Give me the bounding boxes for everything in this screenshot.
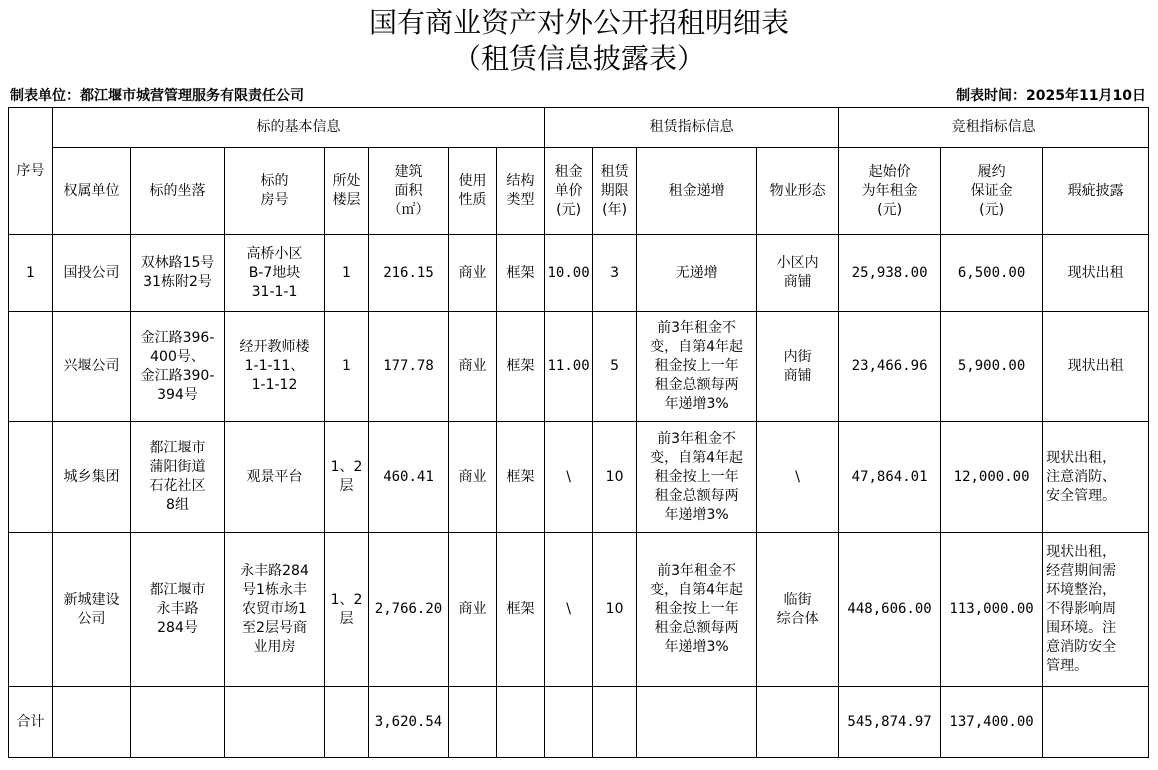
cell-owner: 兴堰公司 [53,312,131,422]
cell-empty [325,687,369,758]
total-row [9,687,1149,758]
cell-location: 双林路15号 31栋附2号 [131,235,225,312]
cell-defect: 现状出租， 注意消防、 安全管理。 [1043,422,1149,533]
cell-deposit: 5,900.00 [941,312,1043,422]
cell-area: 177.78 [369,312,449,422]
cell-deposit: 12,000.00 [941,422,1043,533]
cell-structure: 框架 [497,533,545,687]
cell-structure: 框架 [497,312,545,422]
table-row [9,422,1149,533]
page-subtitle: （租赁信息披露表） [452,42,705,75]
cell-empty [131,687,225,758]
prepared-date: 制表时间：2025年11月10日 [956,88,1146,104]
cell-start-price: 23,466.96 [839,312,941,422]
cell-use: 商业 [449,235,497,312]
cell-seq [9,312,53,422]
header-defect: 瑕疵披露 [1043,148,1149,235]
cell-room: 永丰路284 号1栋永丰 农贸市场1 至2层号商 业用房 [225,533,325,687]
table-row [9,312,1149,422]
cell-defect: 现状出租， 经营期间需 环境整治， 不得影响周 围环境。注 意消防安全 管理。 [1043,533,1149,687]
cell-form: \ [757,422,839,533]
group-header-bid-info: 竞租指标信息 [839,108,1149,148]
cell-empty [53,687,131,758]
cell-unit-price: 10.00 [545,235,593,312]
header-term: 租赁 期限 (年) [593,148,637,235]
cell-unit-price: 11.00 [545,312,593,422]
prepared-by-unit: 制表单位：都江堰市城营管理服务有限责任公司 [10,88,304,104]
cell-area: 216.15 [369,235,449,312]
cell-area: 460.41 [369,422,449,533]
cell-term: 3 [593,235,637,312]
cell-deposit: 113,000.00 [941,533,1043,687]
cell-floor: 1、2 层 [325,533,369,687]
header-structure: 结构 类型 [497,148,545,235]
cell-term: 10 [593,422,637,533]
cell-structure: 框架 [497,235,545,312]
cell-form: 临街 综合体 [757,533,839,687]
cell-empty [1043,687,1149,758]
cell-owner: 城乡集团 [53,422,131,533]
header-seq: 序号 [9,108,53,235]
cell-empty [225,687,325,758]
cell-seq [9,533,53,687]
header-increase: 租金递增 [637,148,757,235]
cell-increase: 前3年租金不 变，自第4年起 租金按上一年 租金总额每两 年递增3% [637,312,757,422]
cell-seq: 1 [9,235,53,312]
cell-empty [497,687,545,758]
cell-location: 金江路396- 400号、 金江路390- 394号 [131,312,225,422]
cell-room: 经开教师楼 1-1-11、 1-1-12 [225,312,325,422]
total-deposit: 137,400.00 [941,687,1043,758]
cell-location: 都江堰市 永丰路 284号 [131,533,225,687]
cell-term: 10 [593,533,637,687]
cell-empty [757,687,839,758]
cell-owner: 国投公司 [53,235,131,312]
cell-floor: 1 [325,312,369,422]
header-owner: 权属单位 [53,148,131,235]
cell-room: 观景平台 [225,422,325,533]
cell-start-price: 47,864.01 [839,422,941,533]
table-row [9,533,1149,687]
cell-start-price: 448,606.00 [839,533,941,687]
cell-unit-price: \ [545,422,593,533]
page-title: 国有商业资产对外公开招租明细表 [368,6,789,39]
cell-floor: 1、2 层 [325,422,369,533]
header-unit-price: 租金 单价 (元) [545,148,593,235]
cell-increase: 无递增 [637,235,757,312]
header-room: 标的 房号 [225,148,325,235]
cell-start-price: 25,938.00 [839,235,941,312]
cell-use: 商业 [449,422,497,533]
cell-owner: 新城建设 公司 [53,533,131,687]
total-start-price: 545,874.97 [839,687,941,758]
cell-location: 都江堰市 蒲阳街道 石花社区 8组 [131,422,225,533]
group-header-basic-info: 标的基本信息 [53,108,545,148]
table-row [9,235,1149,312]
cell-empty [593,687,637,758]
cell-unit-price: \ [545,533,593,687]
header-form: 物业形态 [757,148,839,235]
cell-defect: 现状出租 [1043,312,1149,422]
header-deposit: 履约 保证金 (元) [941,148,1043,235]
cell-room: 高桥小区 B-7地块 31-1-1 [225,235,325,312]
cell-empty [545,687,593,758]
cell-form: 内街 商铺 [757,312,839,422]
cell-empty [637,687,757,758]
cell-term: 5 [593,312,637,422]
cell-form: 小区内 商铺 [757,235,839,312]
cell-floor: 1 [325,235,369,312]
cell-deposit: 6,500.00 [941,235,1043,312]
cell-use: 商业 [449,533,497,687]
header-start-price: 起始价 为年租金 (元) [839,148,941,235]
group-header-lease-info: 租赁指标信息 [545,108,839,148]
cell-use: 商业 [449,312,497,422]
cell-increase: 前3年租金不 变，自第4年起 租金按上一年 租金总额每两 年递增3% [637,533,757,687]
cell-structure: 框架 [497,422,545,533]
header-floor: 所处 楼层 [325,148,369,235]
total-label: 合计 [9,687,53,758]
header-location: 标的坐落 [131,148,225,235]
cell-seq [9,422,53,533]
cell-increase: 前3年租金不 变，自第4年起 租金按上一年 租金总额每两 年递增3% [637,422,757,533]
cell-defect: 现状出租 [1043,235,1149,312]
cell-area: 2,766.20 [369,533,449,687]
header-use: 使用 性质 [449,148,497,235]
header-area: 建筑 面积 （㎡） [369,148,449,235]
total-area: 3,620.54 [369,687,449,758]
cell-empty [449,687,497,758]
lease-detail-table [8,107,1149,758]
